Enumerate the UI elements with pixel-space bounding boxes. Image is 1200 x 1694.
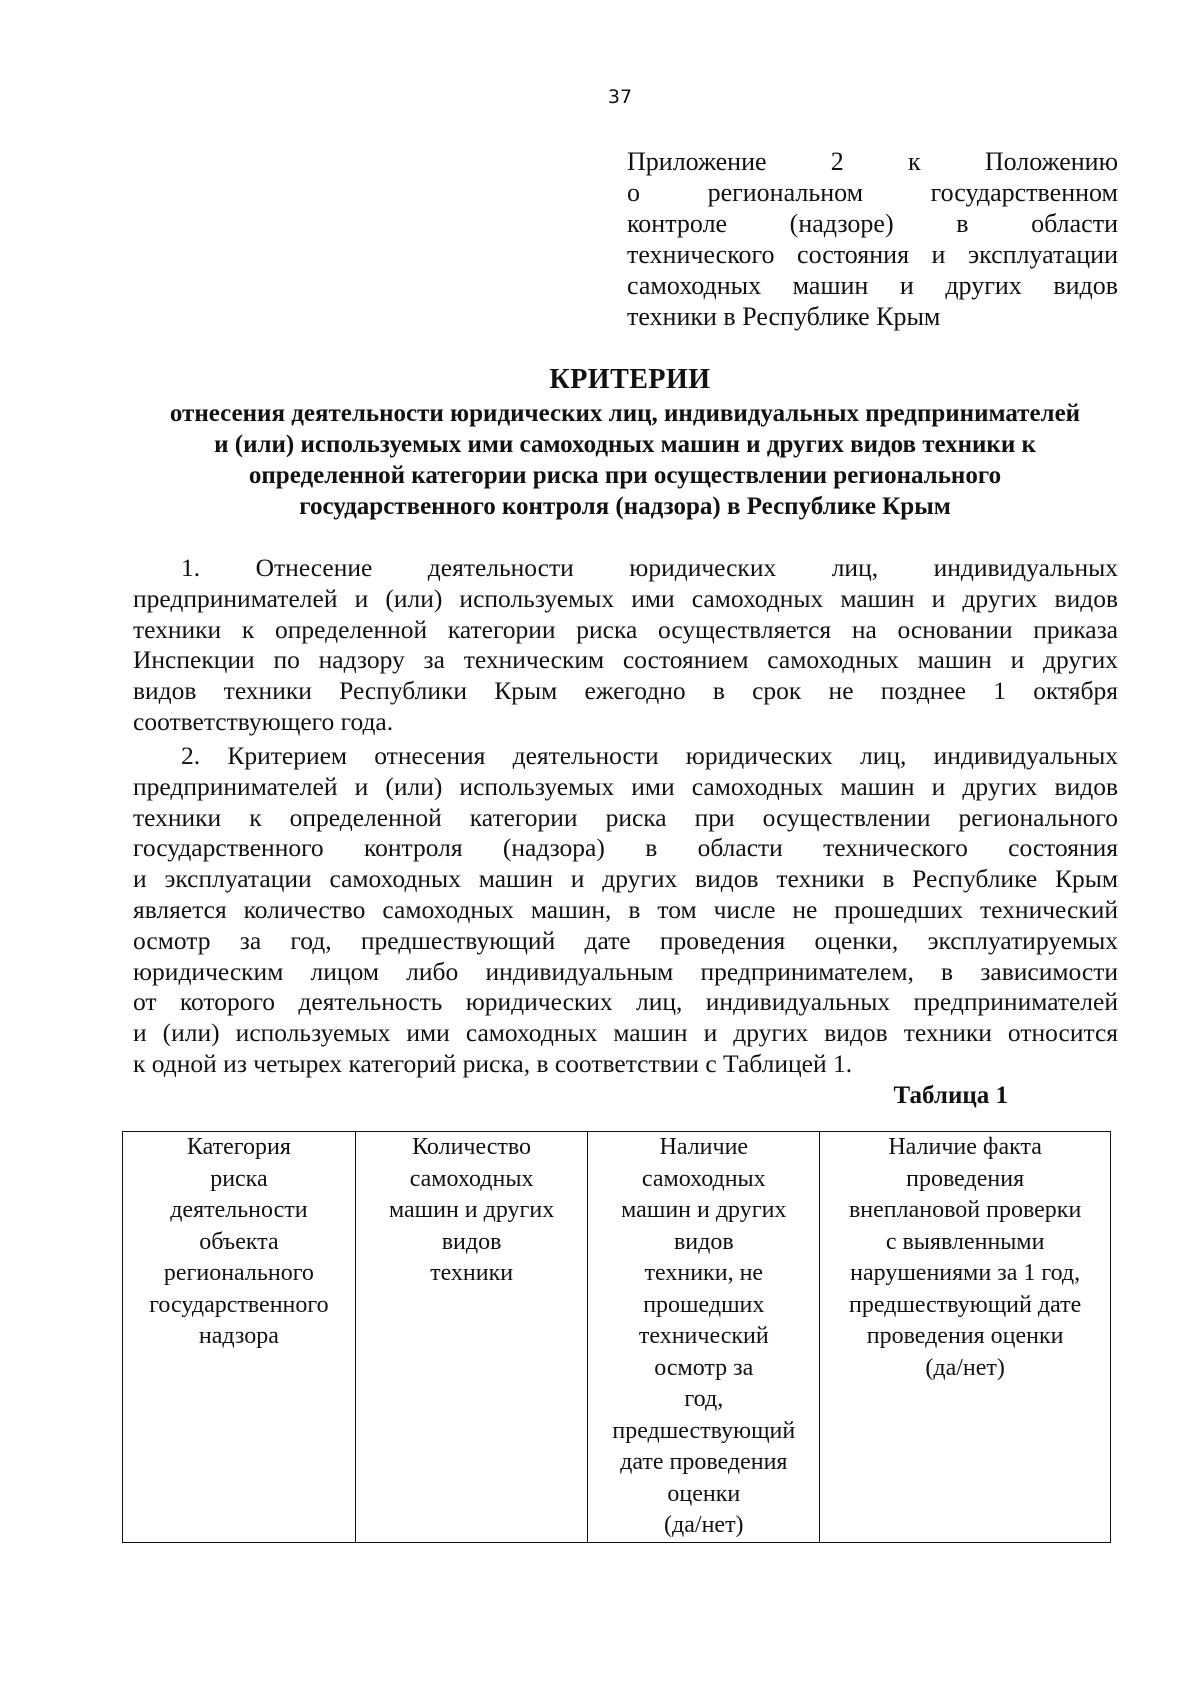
appendix-word: эксплуатации (967, 240, 1119, 269)
subtitle-line: государственного контроля (надзора) в Республике Крым (299, 493, 951, 520)
appendix-word: 2 (830, 147, 844, 176)
table-header-line: видов (673, 1228, 734, 1255)
appendix-word: техники в Республике Крым (627, 302, 941, 331)
appendix-word: государственном (930, 178, 1118, 207)
appendix-word: Положению (984, 147, 1119, 176)
table-header-line: (да/нет) (664, 1512, 744, 1538)
paragraph-line: Инспекции по надзору за техническим состоянием самоходных машин и других (133, 645, 1118, 675)
table-header-line: нарушениями за 1 год, (850, 1260, 1081, 1286)
paragraph-line: от которого деятельность юридических лиц, индивидуальных предпринимателей (133, 987, 1118, 1017)
table-header-line: технический (638, 1323, 769, 1349)
table-header-line: техники, не (644, 1260, 764, 1286)
table-header-line: осмотр за (654, 1354, 754, 1381)
paragraph-2 (133, 741, 1118, 1080)
table-header-line: год, (684, 1386, 724, 1412)
appendix-word: в (956, 209, 969, 238)
appendix-word: Приложение (627, 147, 767, 176)
paragraph-line: соответствующего года. (133, 706, 394, 736)
paragraph-line: и эксплуатации самоходных машин и других видов техники в Республике Крым (133, 864, 1118, 894)
table-header-line: самоходных (641, 1165, 766, 1192)
table-header-cell-quantity (355, 1132, 588, 1543)
paragraph-line: предпринимателей и (или) используемых ими самоходных машин и других видов (133, 583, 1118, 613)
table-header-line: дате проведения (620, 1449, 788, 1475)
table-header-cell-category (123, 1132, 356, 1543)
appendix-line (627, 301, 1118, 332)
table-header-line: объекта (199, 1228, 279, 1255)
appendix-word: машин (792, 271, 869, 300)
table-header-line: прошедших (643, 1291, 765, 1318)
table-header-line: (да/нет) (925, 1354, 1005, 1381)
table-header-line: с выявленными (885, 1228, 1045, 1255)
paragraph-line: техники к определенной категории риска при осуществлении регионального (133, 802, 1118, 832)
table-header-row (123, 1132, 1111, 1543)
table-header-line: оценки (667, 1480, 741, 1507)
appendix-word: контроле (627, 209, 728, 238)
table-header-line: машин и других (388, 1197, 555, 1223)
appendix-word: технического (627, 240, 775, 269)
appendix-word: самоходных (627, 271, 762, 300)
table-header-line: Количество (412, 1134, 532, 1160)
appendix-word: к (907, 147, 921, 176)
page-number: 37 (607, 86, 633, 108)
appendix-word: (надзоре) (789, 209, 894, 238)
appendix-word: видов (1053, 271, 1119, 300)
table-header-cell-no-inspection (588, 1132, 820, 1543)
appendix-line (627, 239, 1118, 270)
appendix-word: и (899, 271, 914, 300)
subtitle-line: и (или) используемых ими самоходных машин и других видов техники к (214, 431, 1036, 458)
table-header-line: предшествующий (612, 1417, 796, 1444)
table-header-line: Категория (186, 1134, 291, 1160)
table-header-line: регионального (163, 1260, 314, 1286)
appendix-word: о региональном (627, 178, 864, 207)
paragraph-line: 1. Отнесение деятельности юридических лиц, индивидуальных (181, 553, 1118, 582)
document-subtitle (130, 398, 1120, 522)
appendix-note (627, 146, 1118, 332)
subtitle-line: определенной категории риска при осуществлении регионального (248, 462, 1002, 489)
table-header-line: внеплановой проверки (848, 1197, 1082, 1223)
paragraph-line: к одной из четырех категорий риска, в соответствии с Таблицей 1. (133, 1048, 853, 1078)
table-header-line: государственного (149, 1291, 329, 1318)
paragraph-line: видов техники Республики Крым ежегодно в срок не позднее 1 октября (133, 676, 1118, 706)
appendix-word: области (1031, 209, 1118, 238)
appendix-line (627, 208, 1118, 239)
table-header-line: Наличие факта (888, 1134, 1042, 1160)
subtitle-line: отнесения деятельности юридических лиц, индивидуальных предпринимателей (169, 400, 1081, 427)
table-header-line: самоходных (409, 1165, 534, 1192)
table-header-line: предшествующий дате (849, 1291, 1082, 1318)
paragraph-line: государственного контроля (надзора) в области технического состояния (133, 833, 1118, 863)
paragraph-line: осмотр за год, предшествующий дате проведения оценки, эксплуатируемых (133, 925, 1118, 955)
appendix-line (627, 146, 1118, 177)
table-header-line: проведения (906, 1165, 1025, 1192)
table-caption: Таблица 1 (893, 1082, 1008, 1109)
paragraph-line: юридическим лицом либо индивидуальным предпринимателем, в зависимости (133, 956, 1118, 986)
paragraph-1 (133, 553, 1118, 738)
table-header-line: надзора (198, 1323, 279, 1349)
paragraph-line: является количество самоходных машин, в том числе не прошедших технический (133, 894, 1118, 924)
table-header-line: риска (210, 1165, 268, 1192)
appendix-word: состояния (797, 240, 910, 269)
risk-criteria-table (122, 1131, 1111, 1543)
paragraph-line: и (или) используемых ими самоходных машин и других видов техники относится (133, 1018, 1118, 1048)
appendix-word: и (931, 240, 946, 269)
paragraph-line: техники к определенной категории риска осуществляется на основании приказа (133, 614, 1118, 644)
appendix-line (627, 270, 1118, 301)
document-title: КРИТЕРИИ (549, 364, 711, 395)
paragraph-line: предпринимателей и (или) используемых ими самоходных машин и других видов (133, 771, 1118, 801)
table-header-line: видов (441, 1228, 502, 1255)
table-header-cell-unscheduled-check (820, 1132, 1111, 1543)
paragraph-line: 2. Критерием отнесения деятельности юридических лиц, индивидуальных (181, 741, 1118, 770)
appendix-line (627, 177, 1118, 208)
table-header-line: техники (430, 1260, 514, 1286)
table-header-line: деятельности (170, 1197, 308, 1223)
table-header-line: проведения оценки (866, 1323, 1064, 1349)
table-header-line: Наличие (659, 1134, 749, 1160)
table-header-line: машин и других (621, 1197, 787, 1223)
appendix-word: других (945, 271, 1022, 300)
